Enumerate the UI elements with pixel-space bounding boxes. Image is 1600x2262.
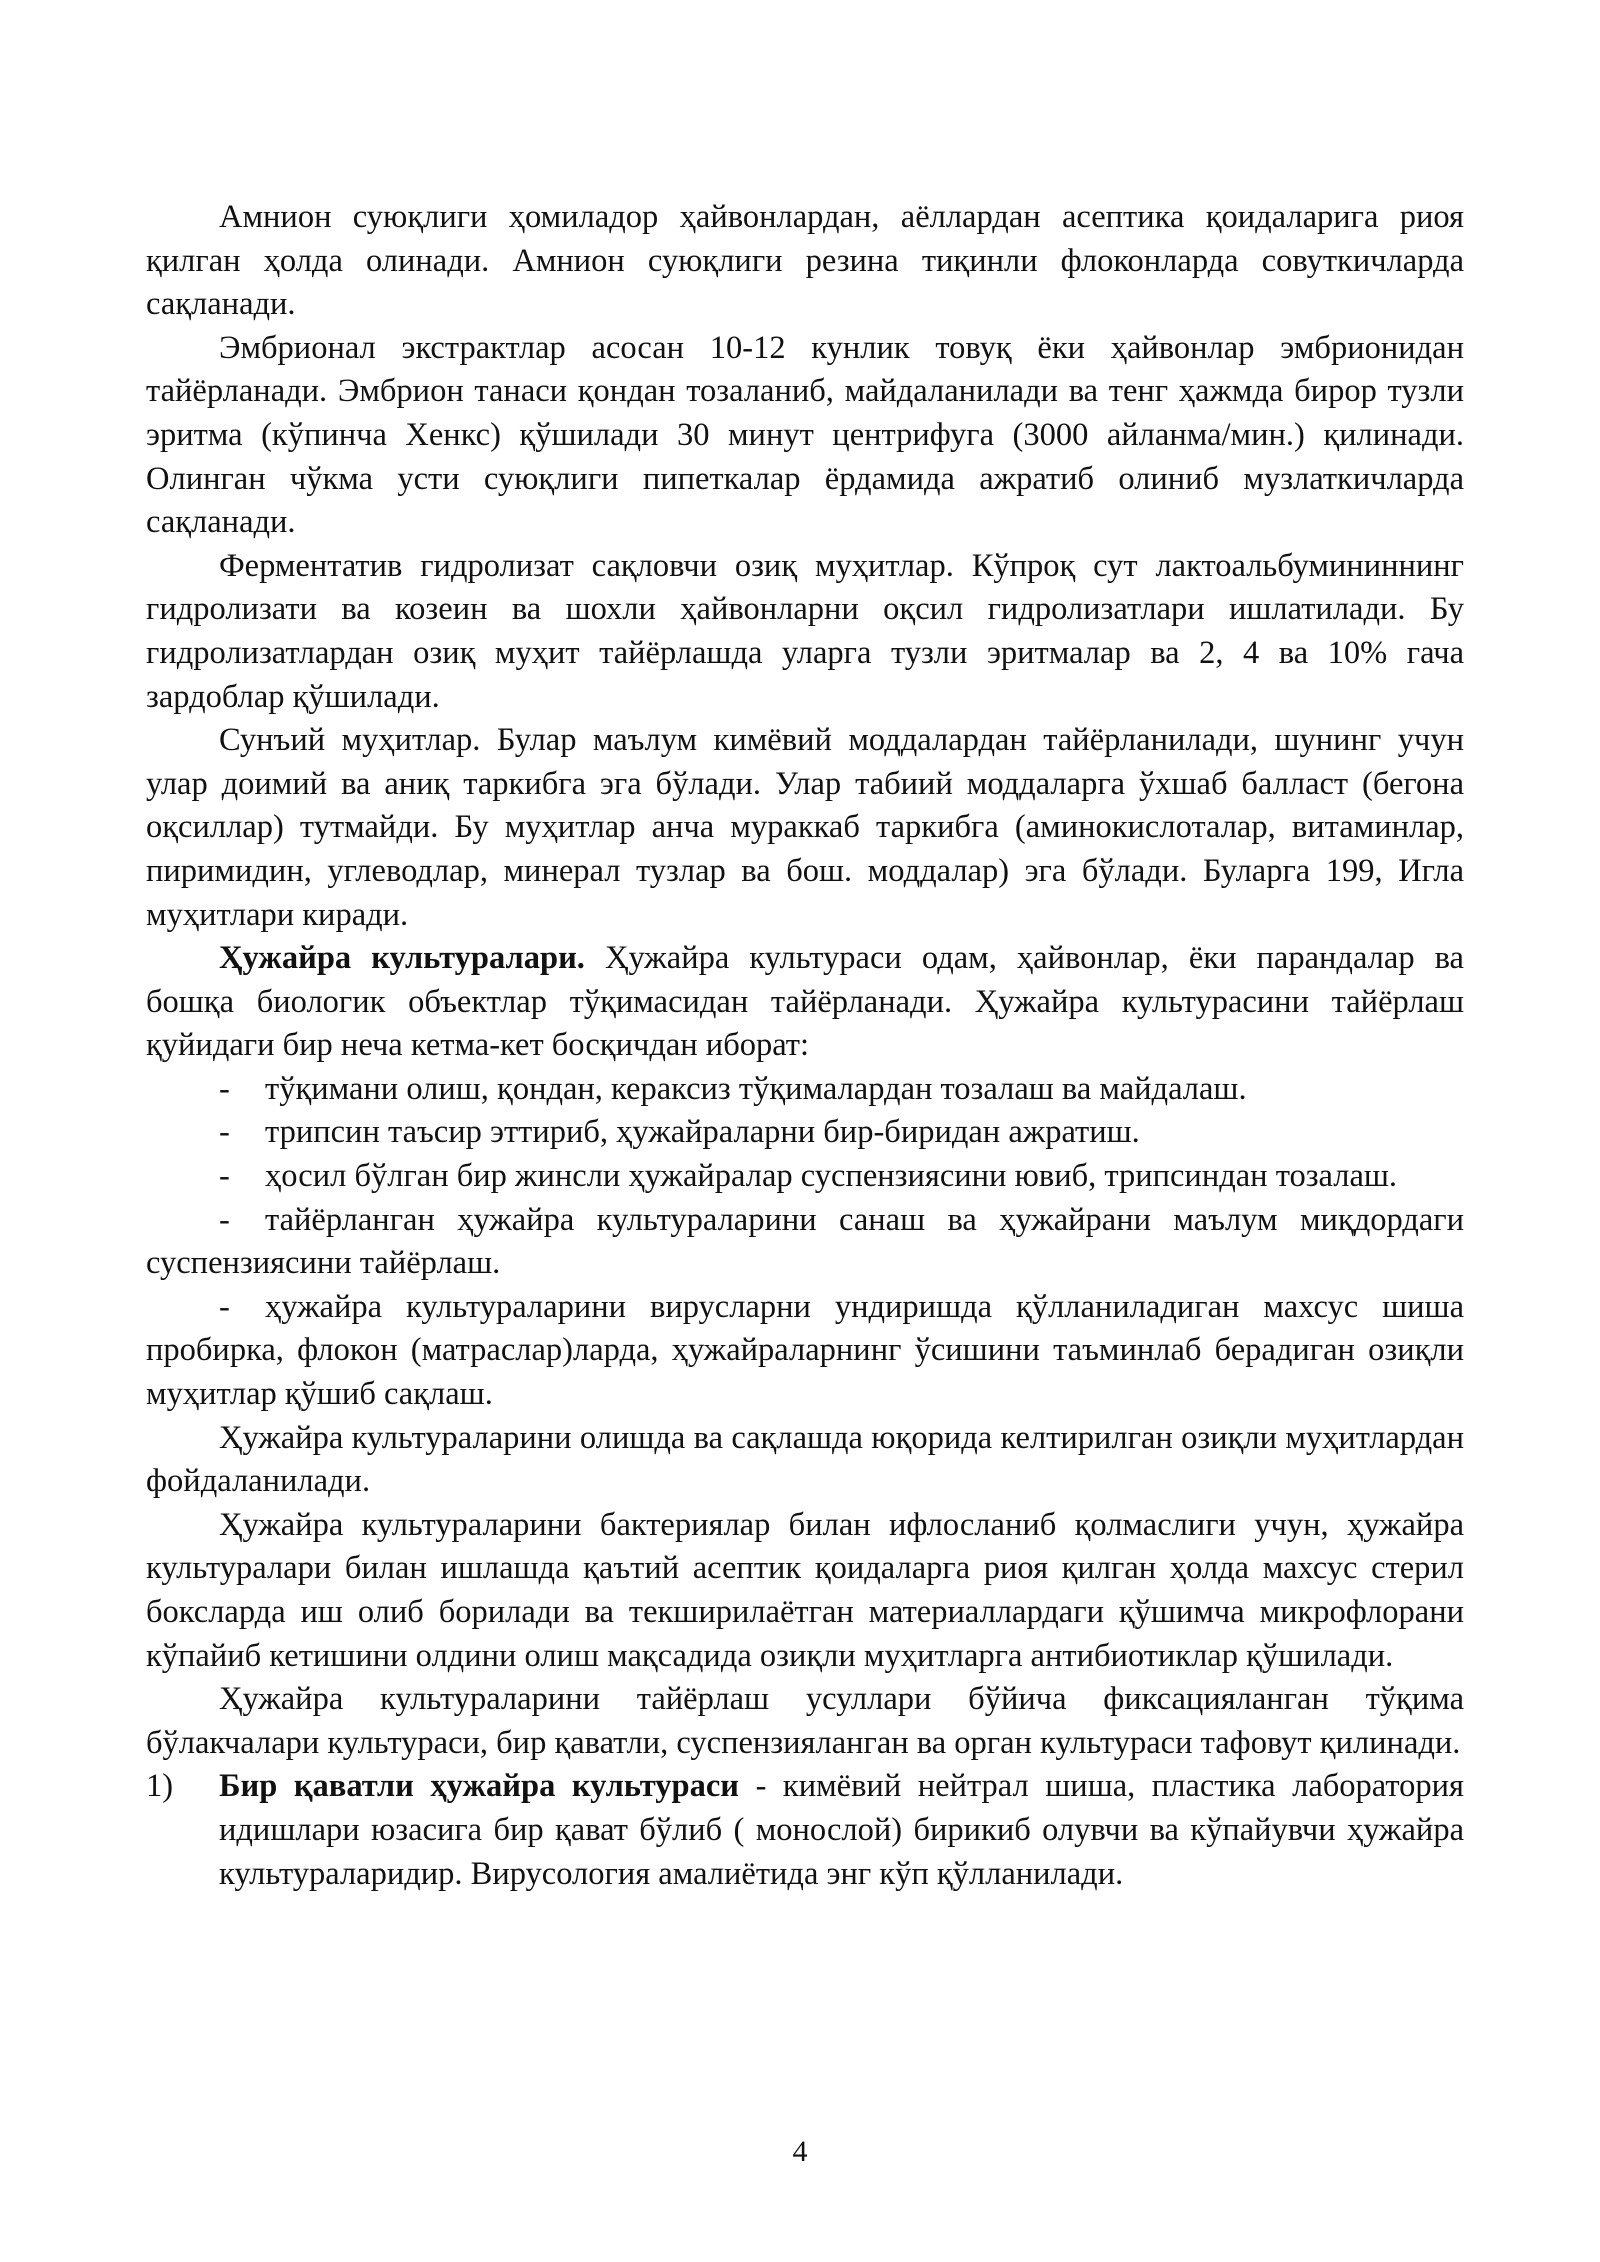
paragraph-amnion: Амнион суюқлиги ҳомиладор ҳайвонлардан, аёллардан асептика қоидаларига риоя қилган ҳолда олинади. Амнион суюқлиги резина тиқинли флоконларда совуткичларда сақланади.: [146, 199, 1464, 323]
step-text: тўқимани олиш, қондан, кераксиз тўқималардан тозалаш ва майдалаш.: [265, 1070, 1247, 1107]
dash-marker: -: [219, 1201, 230, 1238]
step-text: ҳужайра культураларини вирусларни ундиришда қўлланиладиган махсус шиша пробирка, флокон (матраслар)ларда, ҳужайраларнинг ўсишини таъминлаб берадиган озиқли муҳитлар қўшиб сақлаш.: [146, 1288, 1464, 1413]
page-body: [146, 196, 1464, 1896]
paragraph-embryonal-extracts: Эмбрионал экстрактлар асосан 10-12 кунлик товуқ ёки ҳайвонлар эмбрионидан тайёрланади. Эмбрион танаси қондан тозаланиб, майдаланилади ва тенг ҳажмда бирор тузли эритма (кўпинча Хенкс) қўшилади 30 минут центрифуга (3000 айланма/мин.) қилинади. Олинган чўкма усти суюқлиги пипеткалар ёрдамида ажратиб олиниб музлаткичларда сақланади.: [146, 329, 1464, 541]
paragraph-cell-cultures: [146, 937, 1464, 1068]
step-item: [146, 1068, 1464, 1112]
paragraph-aseptic-work: Ҳужайра культураларини бактериялар билан ифлосланиб қолмаслиги учун, ҳужайра культуралари билан ишлашда қаътий асептик қоидаларга риоя қилган ҳолда махсус стерил боксларда иш олиб борилади ва текширилаётган материаллардаги қўшимча микрофлорани кўпайиб кетишини олдини олиш мақсадида озиқли муҳитларга антибиотиклар қўшилади.: [146, 1506, 1464, 1674]
paragraph-culture-methods: Ҳужайра культураларини тайёрлаш усуллари бўйича фиксацияланган тўқима бўлакчалари культураси, бир қаватли, суспензияланган ва орган культураси тафовут қилинади.: [146, 1681, 1464, 1761]
monolayer-text: - кимёвий нейтрал шиша, пластика лаборатория идишлари юзасига бир қават бўлиб ( монослой) бирикиб олувчи ва кўпайувчи ҳужайра культураларидир. Вирусология амалиётида энг кўп қўлланилади.: [219, 1768, 1464, 1892]
paragraph-synthetic-media: Сунъий муҳитлар. Булар маълум кимёвий моддалардан тайёрланилади, шунинг учун улар доимий ва аниқ таркибга эга бўлади. Улар табиий моддаларга ўхшаб балласт (бегона оқсиллар) тутмайди. Бу муҳитлар анча мураккаб таркибга (аминокислоталар, витаминлар, пиримидин, углеводлар, минерал тузлар ва бош. моддалар) эга бўлади. Буларга 199, Игла муҳитлари киради.: [146, 722, 1464, 933]
dash-marker: -: [219, 1158, 230, 1195]
dash-marker: -: [219, 1114, 230, 1151]
step-text: ҳосил бўлган бир жинсли ҳужайралар суспензиясини ювиб, трипсиндан тозалаш.: [265, 1158, 1398, 1195]
page-number: 4: [792, 2135, 808, 2168]
step-text: трипсин таъсир эттириб, ҳужайраларни бир-биридан ажратиш.: [265, 1114, 1140, 1151]
dash-marker: -: [219, 1288, 230, 1325]
cell-cultures-text: Ҳужайра культураси одам, ҳайвонлар, ёки парандалар ва бошқа биологик объектлар тўқимасидан тайёрланади. Ҳужайра культурасини тайёрлаш қуйидаги бир неча кетма-кет босқичдан иборат:: [146, 940, 1464, 1064]
step-item: [146, 1111, 1464, 1155]
step-item: [146, 1286, 1464, 1417]
step-item: [146, 1199, 1464, 1286]
cell-cultures-heading: Ҳужайра культуралари.: [219, 940, 585, 977]
monolayer-heading: Бир қаватли ҳужайра культураси: [219, 1768, 740, 1805]
step-item: [146, 1155, 1464, 1199]
paragraph-enzymatic-hydrolysate: Ферментатив гидролизат сақловчи озиқ муҳитлар. Кўпроқ сут лактоальбумининнинг гидролизати ва козеин ва шохли ҳайвонларни оқсил гидролизатлари ишлатилади. Бу гидролизатлардан озиқ муҳит тайёрлашда уларга тузли эритмалар ва 2, 4 ва 10% гача зардоблар қўшилади.: [146, 547, 1464, 715]
numbered-item-monolayer: [146, 1765, 1464, 1896]
step-text: тайёрланган ҳужайра культураларини санаш ва ҳужайрани маълум миқдордаги суспензиясини тайёрлаш.: [146, 1201, 1464, 1282]
dash-marker: -: [219, 1070, 230, 1107]
numbered-marker: 1): [146, 1768, 174, 1805]
paragraph-obtaining-cultures: Ҳужайра культураларини олишда ва сақлашда юқорида келтирилган озиқли муҳитлардан фойдаланилади.: [146, 1419, 1464, 1500]
